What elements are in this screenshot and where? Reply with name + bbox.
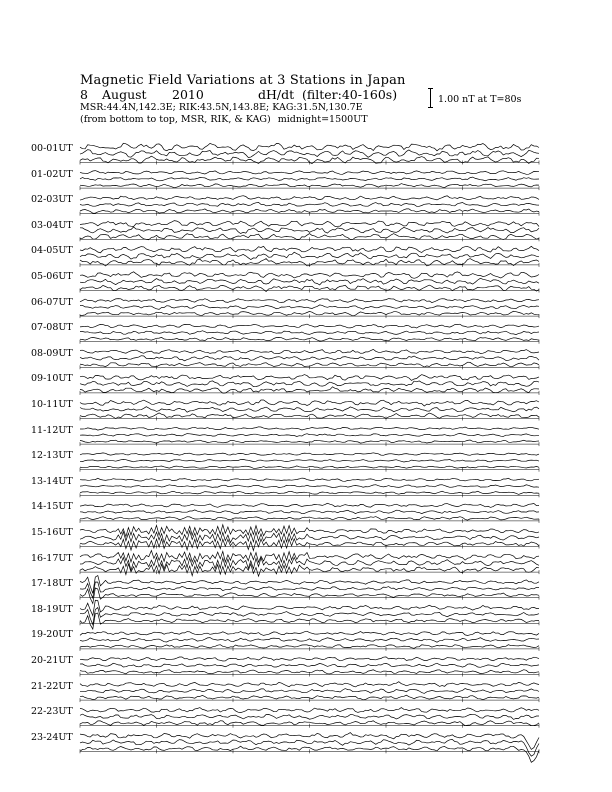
trace-rik-05-06ut <box>80 278 539 285</box>
trace-msr-08-09ut <box>80 362 539 367</box>
trace-rik-20-21ut <box>80 663 539 667</box>
trace-kag-01-02ut <box>80 171 539 175</box>
trace-kag-04-05ut <box>80 246 539 253</box>
trace-rik-15-16ut <box>80 531 539 543</box>
chart-title: Magnetic Field Variations at 3 Stations in Japan <box>80 73 406 88</box>
trace-rik-09-10ut <box>80 381 539 387</box>
trace-rik-00-01ut <box>80 150 539 158</box>
trace-msr-02-03ut <box>80 209 539 213</box>
hour-label: 07-08UT <box>31 322 73 334</box>
trace-kag-03-04ut <box>80 221 539 227</box>
hour-label: 11-12UT <box>31 424 73 436</box>
trace-rik-22-23ut <box>80 714 539 719</box>
trace-kag-07-08ut <box>80 324 539 328</box>
hour-label: 20-21UT <box>31 655 73 666</box>
trace-kag-16-17ut <box>80 551 539 563</box>
trace-kag-08-09ut <box>80 349 539 353</box>
date-day: 8 <box>80 87 88 102</box>
hour-label: 09-10UT <box>31 373 73 385</box>
trace-kag-12-13ut <box>80 453 539 456</box>
hour-label: 23-24UT <box>31 731 73 743</box>
midnight-note: midnight=1500UT <box>277 114 368 125</box>
hour-label: 19-20UT <box>31 629 73 641</box>
trace-msr-23-24ut <box>80 746 539 762</box>
trace-rik-08-09ut <box>80 356 539 361</box>
trace-kag-14-15ut <box>80 503 539 507</box>
hour-label: 01-02UT <box>31 168 73 180</box>
trace-rik-14-15ut <box>80 510 539 514</box>
date-month: August <box>102 87 147 102</box>
station-order-note: (from bottom to top, MSR, RIK, & KAG) <box>80 114 271 125</box>
trace-rik-01-02ut <box>80 177 539 181</box>
hour-label: 15-16UT <box>31 527 73 538</box>
trace-kag-10-11ut <box>80 400 539 406</box>
hour-label: 03-04UT <box>31 219 73 231</box>
hour-label: 08-09UT <box>31 347 73 359</box>
trace-kag-02-03ut <box>80 196 539 200</box>
trace-kag-05-06ut <box>80 272 539 279</box>
trace-rik-16-17ut <box>80 557 539 570</box>
trace-rik-06-07ut <box>80 305 539 310</box>
trace-kag-19-20ut <box>80 631 539 635</box>
date-year: 2010 <box>172 87 204 102</box>
hour-label: 17-18UT <box>31 578 73 590</box>
quantity-label: dH/dt <box>258 87 295 102</box>
trace-rik-21-22ut <box>80 689 539 694</box>
trace-kag-13-14ut <box>80 478 539 481</box>
trace-rik-17-18ut <box>80 582 539 598</box>
trace-kag-15-16ut <box>80 525 539 537</box>
trace-kag-11-12ut <box>80 427 539 430</box>
hour-label: 05-06UT <box>31 271 73 282</box>
hour-label: 21-22UT <box>31 680 73 692</box>
trace-kag-17-18ut <box>80 576 539 594</box>
trace-rik-19-20ut <box>80 638 539 643</box>
trace-kag-00-01ut <box>80 143 539 151</box>
trace-rik-03-04ut <box>80 227 539 234</box>
hour-label: 13-14UT <box>31 475 73 487</box>
scale-bar-label: 1.00 nT at T=80s <box>438 94 522 105</box>
trace-kag-22-23ut <box>80 708 539 713</box>
trace-kag-21-22ut <box>80 682 539 687</box>
hour-label: 12-13UT <box>31 450 73 462</box>
trace-rik-13-14ut <box>80 485 539 488</box>
trace-kag-09-10ut <box>80 375 539 381</box>
hour-label: 22-23UT <box>31 706 73 718</box>
hour-label: 14-15UT <box>31 501 73 513</box>
trace-rik-07-08ut <box>80 331 539 335</box>
hour-label: 06-07UT <box>31 296 73 308</box>
trace-kag-06-07ut <box>80 299 539 303</box>
trace-rik-11-12ut <box>80 433 539 436</box>
station-coordinates: MSR:44.4N,142.3E; RIK:43.5N,143.8E; KAG:31.5N,130.7E <box>80 102 363 113</box>
trace-rik-02-03ut <box>80 202 539 206</box>
hour-label: 00-01UT <box>31 143 73 154</box>
hour-label: 02-03UT <box>31 194 73 206</box>
hour-label: 10-11UT <box>31 399 73 410</box>
hour-label: 18-19UT <box>31 603 73 615</box>
trace-rik-10-11ut <box>80 407 539 413</box>
filter-label: (filter:40-160s) <box>302 87 398 102</box>
hour-label: 16-17UT <box>31 552 73 564</box>
trace-kag-20-21ut <box>80 657 539 661</box>
hour-label: 04-05UT <box>31 245 73 257</box>
trace-rik-12-13ut <box>80 459 539 462</box>
